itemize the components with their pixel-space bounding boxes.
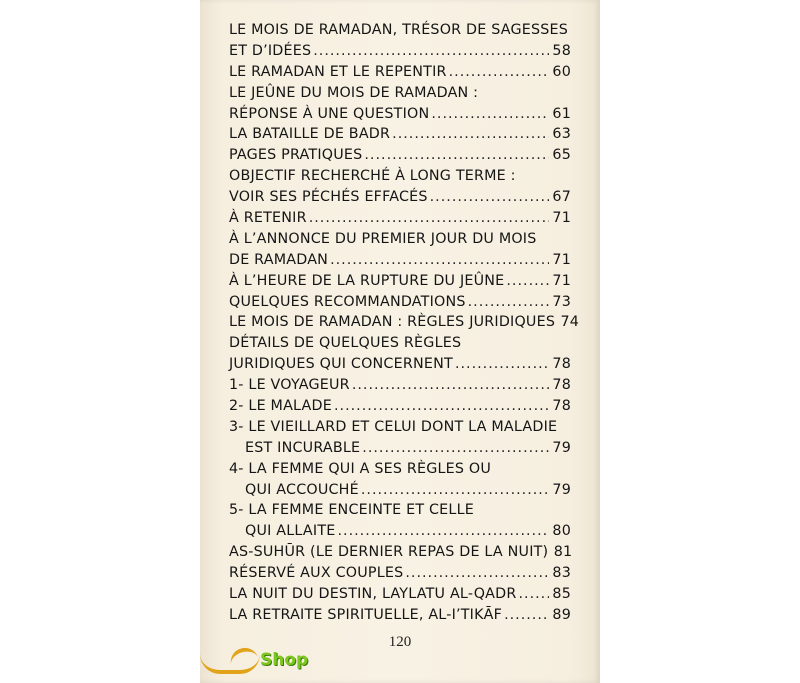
toc-entry-title: QUI ALLAITE <box>245 523 336 540</box>
toc-leader-dots <box>449 62 549 83</box>
toc-entry-page: 81 <box>553 544 573 561</box>
toc-leader-dots <box>506 271 549 292</box>
toc-leader-dots <box>392 124 549 145</box>
toc-entry-title: LA BATAILLE DE BADR <box>229 126 391 143</box>
toc-entry <box>229 333 571 354</box>
toc-entry-title: 2- LE MALADE <box>229 398 332 415</box>
toc-leader-dots <box>309 208 549 229</box>
toc-entry-title: 5- LA FEMME ENCEINTE ET CELLE <box>229 502 474 519</box>
toc-entry-page: 78 <box>552 377 571 394</box>
toc-entry-page: 67 <box>552 189 571 206</box>
toc-entry <box>229 292 571 313</box>
toc-entry <box>229 459 571 480</box>
toc-entry <box>229 271 571 292</box>
toc-leader-dots <box>330 250 549 271</box>
toc-entry-page: 79 <box>552 439 571 456</box>
toc-entry-page: 58 <box>552 42 571 59</box>
toc-entry-title: JURIDIQUES QUI CONCERNENT <box>229 356 453 373</box>
toc-entry-page: 71 <box>552 272 571 289</box>
toc-entry <box>229 605 571 626</box>
toc-entry <box>229 521 571 542</box>
toc-entry <box>229 584 571 605</box>
toc-entry-title: 1- LE VOYAGEUR <box>229 377 350 394</box>
toc-entry-page: 79 <box>552 481 571 498</box>
toc-entry <box>229 375 571 396</box>
toc-leader-dots <box>430 187 549 208</box>
toc-entry <box>229 104 571 125</box>
toc-entry <box>229 396 571 417</box>
toc-entry-title: 4- LA FEMME QUI A SES RÈGLES OU <box>229 460 492 477</box>
toc-leader-dots <box>405 563 549 584</box>
toc-entry-title: VOIR SES PÉCHÉS EFFACÉS <box>229 189 428 206</box>
toc-entry-title: À L’HEURE DE LA RUPTURE DU JEÛNE <box>229 272 505 289</box>
toc-entry-title: PAGES PRATIQUES <box>229 147 363 164</box>
toc-entry-title: ET D’IDÉES <box>229 42 312 59</box>
toc-entry-page: 89 <box>552 606 571 623</box>
page-number: 120 <box>388 634 412 650</box>
toc-entry <box>229 20 571 41</box>
shop-logo-text: Shop <box>260 650 309 670</box>
toc-entry-title: 3- LE VIEILLARD ET CELUI DONT LA MALADIE <box>229 418 558 435</box>
toc-entry-page: 73 <box>552 293 571 310</box>
toc-entry <box>229 354 571 375</box>
toc-entry-page: 85 <box>552 586 571 603</box>
toc-entry <box>229 480 571 501</box>
shop-logo <box>200 648 330 678</box>
toc-entry <box>229 62 571 83</box>
toc-entry-page: 71 <box>552 251 571 268</box>
toc-leader-dots <box>519 584 550 605</box>
toc-entry-title: RÉPONSE À UNE QUESTION <box>229 105 430 122</box>
toc-entry <box>229 500 571 521</box>
toc-entry-title: À L’ANNONCE DU PREMIER JOUR DU MOIS <box>229 230 537 247</box>
toc-entry <box>229 83 571 104</box>
toc-entry-title: OBJECTIF RECHERCHÉ À LONG TERME : <box>229 168 516 185</box>
table-of-contents <box>229 20 580 626</box>
toc-entry <box>229 229 571 250</box>
toc-leader-dots <box>364 145 549 166</box>
toc-entry-title: LA RETRAITE SPIRITUELLE, AL-I’TIKĀF <box>229 606 503 623</box>
toc-entry-page: 71 <box>552 210 571 227</box>
toc-entry-title: LE MOIS DE RAMADAN, TRÉSOR DE SAGESSES <box>229 22 569 38</box>
toc-entry-page: 61 <box>552 105 571 122</box>
toc-leader-dots <box>362 438 549 459</box>
toc-entry-title: RÉSERVÉ AUX COUPLES <box>229 565 404 582</box>
toc-entry <box>229 187 571 208</box>
toc-leader-dots <box>361 480 549 501</box>
toc-leader-dots <box>504 605 549 626</box>
toc-entry-title: QUELQUES RECOMMANDATIONS <box>229 293 466 310</box>
toc-entry-title: LE RAMADAN ET LE REPENTIR <box>229 63 447 80</box>
toc-entry-title: À RETENIR <box>229 210 307 227</box>
toc-entry-page: 60 <box>552 63 571 80</box>
toc-entry-title: DE RAMADAN <box>229 251 329 268</box>
toc-leader-dots <box>337 521 549 542</box>
toc-leader-dots <box>455 354 549 375</box>
toc-entry <box>229 438 571 459</box>
toc-entry <box>229 312 580 333</box>
toc-entry <box>229 250 571 271</box>
toc-leader-dots <box>313 41 549 62</box>
toc-entry-page: 83 <box>552 565 571 582</box>
toc-entry <box>229 145 571 166</box>
toc-entry <box>229 41 571 62</box>
toc-entry-title: EST INCURABLE <box>245 439 361 456</box>
toc-entry <box>229 124 571 145</box>
toc-entry-page: 63 <box>552 126 571 143</box>
toc-entry-page: 65 <box>552 147 571 164</box>
toc-entry <box>229 542 571 563</box>
toc-entry-title: LE MOIS DE RAMADAN : RÈGLES JURIDIQUES <box>229 314 556 331</box>
toc-leader-dots <box>468 292 549 313</box>
toc-leader-dots <box>352 375 549 396</box>
toc-entry <box>229 563 571 584</box>
toc-entry-title: LE JEÛNE DU MOIS DE RAMADAN : <box>229 84 479 101</box>
swirl-decoration <box>228 645 261 673</box>
toc-entry-page: 74 <box>560 314 580 331</box>
toc-entry-title: LA NUIT DU DESTIN, LAYLATU AL-QADR <box>229 586 517 603</box>
toc-entry-title: AS-SUHŪR (LE DERNIER REPAS DE LA NUIT) <box>229 544 549 561</box>
toc-entry <box>229 166 571 187</box>
toc-entry <box>229 208 571 229</box>
toc-entry-title: QUI ACCOUCHÉ <box>245 481 359 498</box>
toc-entry-page: 78 <box>552 398 571 415</box>
toc-leader-dots <box>431 104 549 125</box>
toc-entry <box>229 417 571 438</box>
toc-entry-page: 80 <box>552 523 571 540</box>
toc-leader-dots <box>334 396 549 417</box>
toc-entry-page: 78 <box>552 356 571 373</box>
toc-entry-title: DÉTAILS DE QUELQUES RÈGLES <box>229 335 462 352</box>
